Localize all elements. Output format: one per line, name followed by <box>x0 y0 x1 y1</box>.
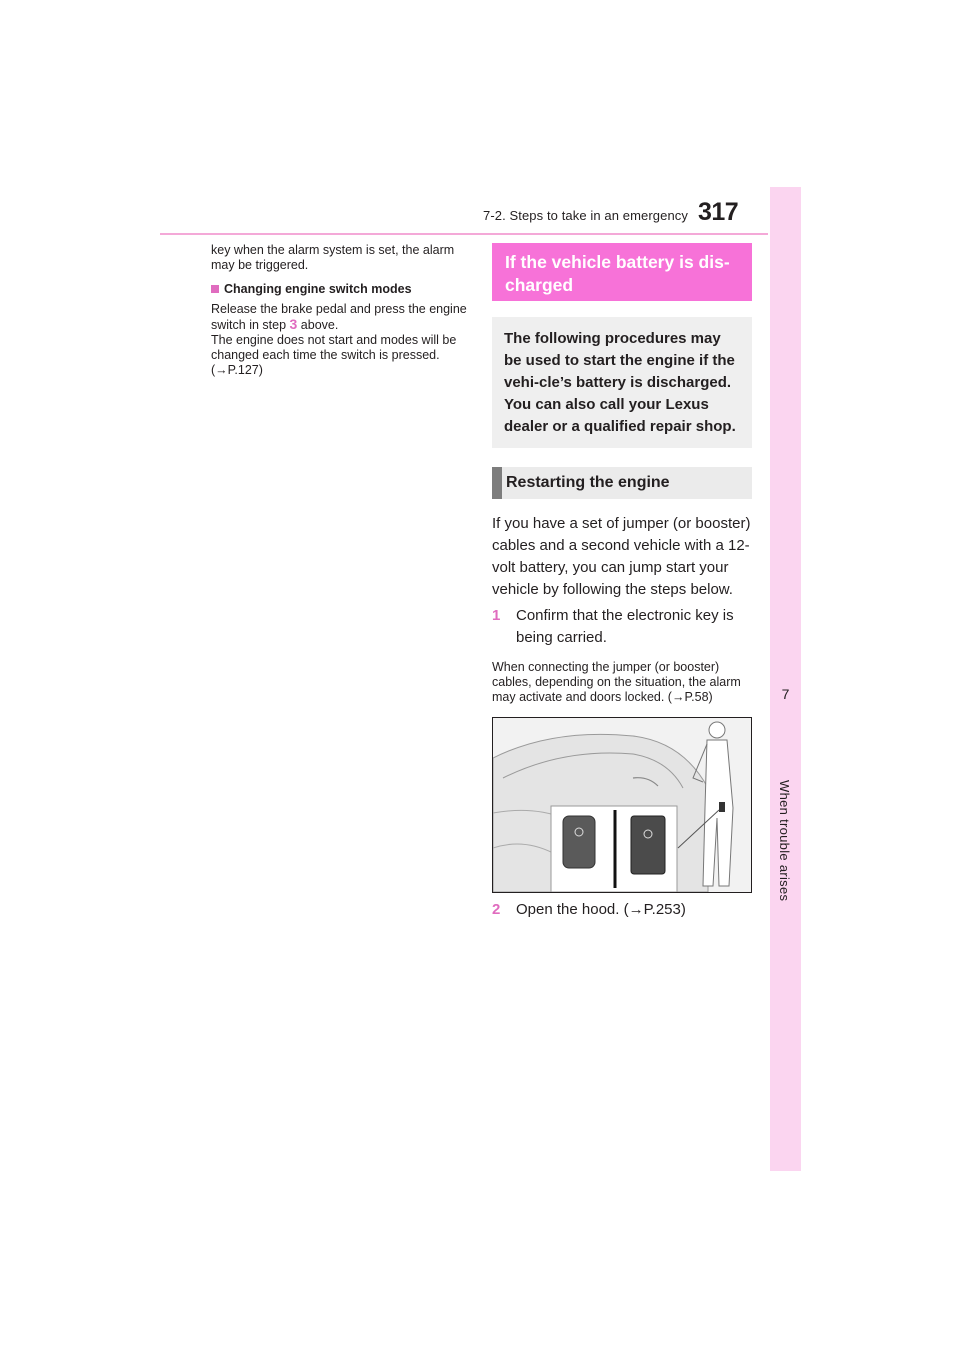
step-number: 2 <box>492 901 501 918</box>
electronic-key-illustration <box>492 717 752 893</box>
modes-change-paragraph: The engine does not start and modes will be changed each time the switch is pressed. <box>211 333 457 362</box>
page-number: 317 <box>698 198 739 226</box>
step-reference-number: 3 <box>289 316 298 332</box>
jump-start-paragraph: If you have a set of jumper (or booster) cables and a second vehicle with a 12-volt battery, you can jump start your vehicle by following the steps below. <box>492 515 751 598</box>
square-bullet-icon <box>211 285 219 293</box>
page-reference-link[interactable]: (→P.127) <box>211 363 263 377</box>
step-number: 1 <box>492 607 501 624</box>
release-brake-text: Release the brake pedal and press the engine switch in step <box>211 302 467 332</box>
release-brake-text-end: above. <box>300 318 339 332</box>
intro-text-1: The following procedures may be used to start the engine if the vehi-cle’s battery is discharged. <box>504 330 735 391</box>
subheading-text: Changing engine switch modes <box>224 282 412 296</box>
left-column <box>211 243 473 378</box>
right-column <box>492 243 752 921</box>
continued-text: key when the alarm system is set, the alarm may be triggered. <box>211 243 455 272</box>
chapter-side-tab <box>770 187 801 1171</box>
alarm-note: When connecting the jumper (or booster) cables, depending on the situation, the alarm may activate and doors locked. (→P.58) <box>492 660 741 704</box>
chapter-label: When trouble arises <box>777 780 792 902</box>
intro-text-2: You can also call your Lexus dealer or a qualified repair shop. <box>504 396 736 435</box>
car-and-person-drawing <box>493 718 751 892</box>
chapter-number: 7 <box>781 686 790 702</box>
intro-box <box>492 317 752 448</box>
step-text: Confirm that the electronic key is being carried. <box>516 607 734 646</box>
step-1 <box>492 605 752 649</box>
header-rule <box>160 233 768 235</box>
step-text: Open the hood. (→P.253) <box>516 901 686 918</box>
step-2 <box>492 899 752 921</box>
subheading-engine-switch-modes <box>211 282 473 296</box>
section-title: 7-2. Steps to take in an emergency <box>482 208 688 223</box>
restarting-engine-heading: Restarting the engine <box>492 467 752 499</box>
battery-discharged-heading: If the vehicle battery is dis-charged <box>492 243 752 301</box>
release-brake-paragraph <box>211 302 473 333</box>
